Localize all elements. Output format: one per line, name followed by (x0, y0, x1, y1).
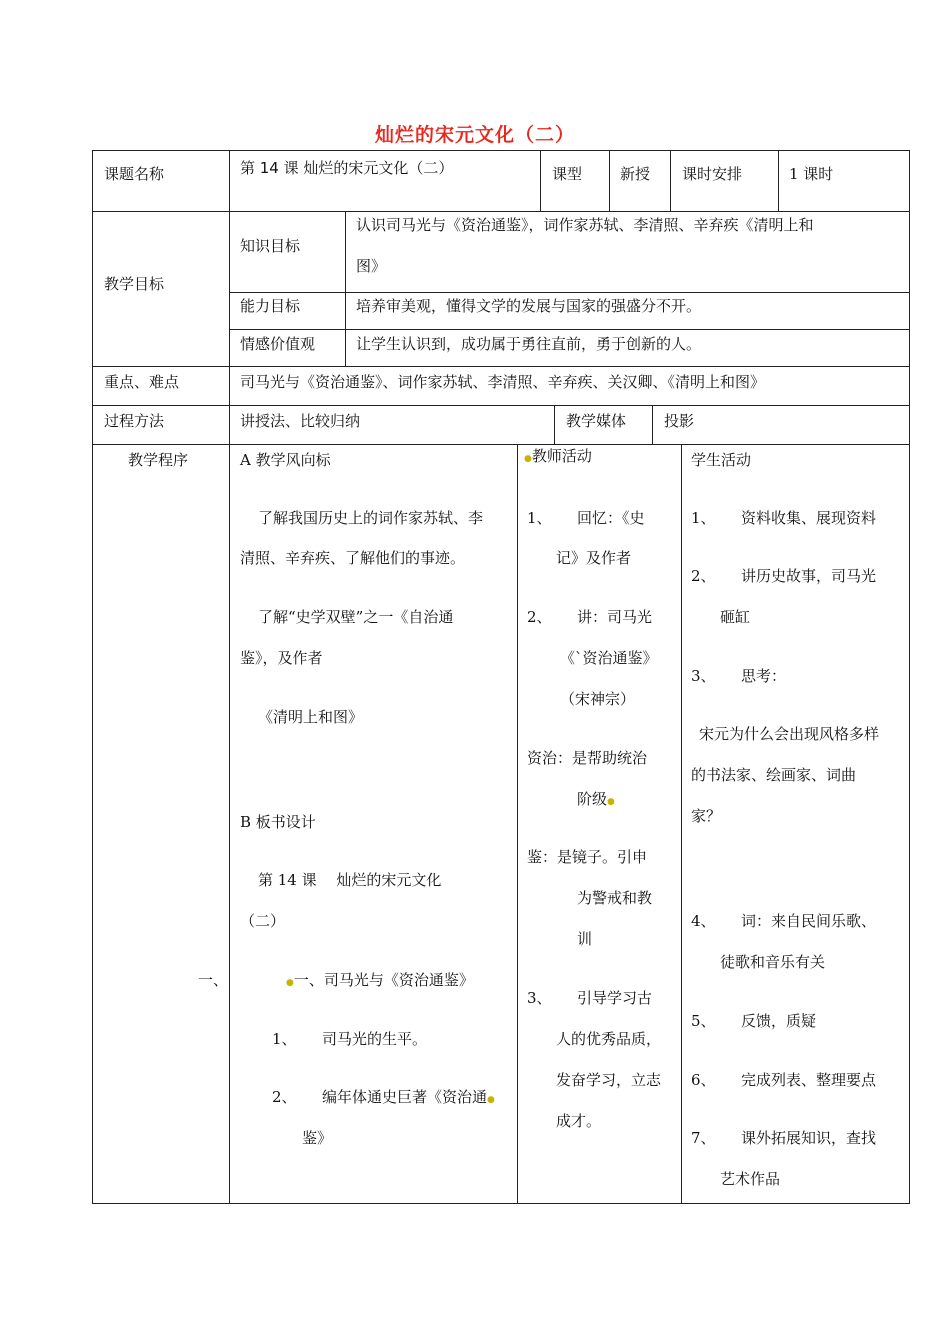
table-line (554, 405, 555, 445)
teacher-item-text: 讲：司马光 (577, 608, 653, 626)
key-points-label: 重点、难点 (104, 373, 180, 391)
teacher-item-num: 3、 (527, 989, 552, 1007)
student-item-text: 词：来自民间乐歌、 (741, 912, 877, 930)
emotion-goal-text: 让学生认识到，成功属于勇往直前，勇于创新的人。 (356, 335, 702, 353)
procedure-label: 教学程序 (128, 451, 189, 469)
student-item-text: 思考： (741, 667, 787, 685)
class-hours-value: 1 课时 (789, 165, 834, 183)
student-item-num: 1、 (691, 509, 716, 527)
course-name-label: 课题名称 (104, 165, 165, 183)
student-item-num: 5、 (691, 1012, 716, 1030)
ability-goal-text: 培养审美观，懂得文学的发展与国家的强盛分不开。 (356, 297, 702, 315)
table-line (517, 444, 518, 1204)
teacher-item-text: 《`资治通鉴》 (560, 649, 658, 667)
ability-goal-label: 能力目标 (240, 297, 301, 315)
student-item-num: 7、 (691, 1129, 716, 1147)
teacher-item-text: 鉴：是镜子。引申 (527, 848, 648, 866)
lesson-title-cell: 第 14 课 灿烂的宋元文化（二） (240, 159, 454, 177)
knowledge-goal-text: 认识司马光与《资治通鉴》，词作家苏轼、李清照、辛弃疾《清明上和 (356, 216, 814, 234)
table-line (778, 150, 779, 212)
board-sub-text: 编年体通史巨著《资治通● (322, 1088, 495, 1106)
student-question: 家？ (691, 807, 722, 825)
emotion-goal-label: 情感价值观 (240, 335, 316, 353)
col-a-paragraph: 《清明上和图》 (258, 708, 364, 726)
teacher-item-text: 回忆：《史 (577, 509, 645, 527)
mark-dot-icon: ● (487, 1095, 495, 1105)
teaching-goals-label: 教学目标 (104, 275, 165, 293)
table-line (229, 292, 910, 293)
teacher-item-text: 发奋学习，立志 (556, 1071, 662, 1089)
teaching-media-label: 教学媒体 (566, 412, 627, 430)
teacher-item-text: 成才。 (556, 1112, 602, 1130)
board-sub-num: 1、 (272, 1030, 297, 1048)
process-method-text: 讲授法、比较归纳 (240, 412, 361, 430)
board-sub-num: 2、 (272, 1088, 297, 1106)
table-line (92, 1203, 910, 1204)
knowledge-goal-text-cont: 图》 (356, 257, 387, 275)
teacher-item-num: 1、 (527, 509, 552, 527)
board-sub-text-cont: 鉴》 (302, 1129, 333, 1147)
table-line (681, 444, 682, 1204)
teaching-media-value: 投影 (664, 412, 695, 430)
student-activity-heading: 学生活动 (691, 451, 752, 469)
section-b-heading: B 板书设计 (240, 813, 316, 831)
col-a-paragraph: 鉴》，及作者 (240, 649, 323, 667)
student-item-text: 资料收集、展现资料 (741, 509, 877, 527)
teacher-item-text: 资治：是帮助统治 (527, 749, 648, 767)
teacher-item-text: 人的优秀品质， (556, 1030, 662, 1048)
section-a-heading: A 教学风向标 (240, 451, 331, 469)
mark-dot-icon: ● (286, 978, 294, 988)
key-points-text: 司马光与《资治通鉴》、词作家苏轼、李清照、辛弃疾、关汉卿、《清明上和图》 (240, 373, 766, 391)
table-line (229, 329, 910, 330)
teacher-item-text: 为警戒和教 (577, 889, 653, 907)
table-line (670, 150, 671, 212)
table-line (345, 211, 346, 367)
table-line (92, 405, 910, 406)
board-title-cont: （二） (240, 912, 286, 930)
student-item-text: 讲历史故事，司马光 (741, 567, 877, 585)
board-item: ●一、司马光与《资治通鉴》 (286, 971, 474, 989)
knowledge-goal-label: 知识目标 (240, 237, 301, 255)
teacher-item-text: 记》及作者 (556, 549, 632, 567)
student-item-num: 3、 (691, 667, 716, 685)
document-title: 灿烂的宋元文化（二） (374, 124, 575, 146)
table-line (92, 444, 910, 445)
student-item-text: 砸缸 (720, 608, 751, 626)
table-line (92, 150, 93, 1204)
lesson-type-label: 课型 (552, 165, 583, 183)
student-item-num: 6、 (691, 1071, 716, 1089)
student-item-text: 艺术作品 (720, 1170, 781, 1188)
student-item-num: 2、 (691, 567, 716, 585)
table-line (92, 366, 910, 367)
table-line (92, 211, 910, 212)
process-method-label: 过程方法 (104, 412, 165, 430)
col-a-paragraph: 清照、辛弃疾、了解他们的事迹。 (240, 549, 466, 567)
table-line (92, 150, 910, 151)
procedure-number: 一、 (198, 971, 229, 989)
student-question: 宋元为什么会出现风格多样 (699, 725, 880, 743)
class-hours-label: 课时安排 (682, 165, 743, 183)
teacher-item-text: 训 (577, 930, 593, 948)
teacher-item-text: （宋神宗） (560, 690, 636, 708)
table-line (609, 150, 610, 212)
student-item-text: 课外拓展知识，查找 (741, 1129, 877, 1147)
col-a-paragraph: 了解我国历史上的词作家苏轼、李 (258, 509, 484, 527)
table-line (652, 405, 653, 445)
table-line (229, 150, 230, 1204)
student-item-text: 反馈，质疑 (741, 1012, 817, 1030)
lesson-type-value: 新授 (620, 165, 651, 183)
student-item-text: 完成列表、整理要点 (741, 1071, 877, 1089)
student-item-text: 徒歌和音乐有关 (720, 953, 826, 971)
mark-dot-icon: ● (607, 797, 615, 807)
teacher-item-text: 引导学习古 (577, 989, 653, 1007)
table-line (540, 150, 541, 212)
teacher-item-num: 2、 (527, 608, 552, 626)
teacher-item-text: 阶级● (577, 790, 615, 808)
teacher-activity-heading: ●教师活动 (524, 447, 592, 465)
col-a-paragraph: 了解“史学双壁”之一《自治通 (258, 608, 454, 626)
mark-dot-icon: ● (524, 454, 532, 464)
board-title: 第 14 课 灿烂的宋元文化 (258, 871, 442, 889)
student-item-num: 4、 (691, 912, 716, 930)
table-line (909, 150, 910, 1204)
board-sub-text: 司马光的生平。 (322, 1030, 428, 1048)
student-question: 的书法家、绘画家、词曲 (691, 766, 857, 784)
